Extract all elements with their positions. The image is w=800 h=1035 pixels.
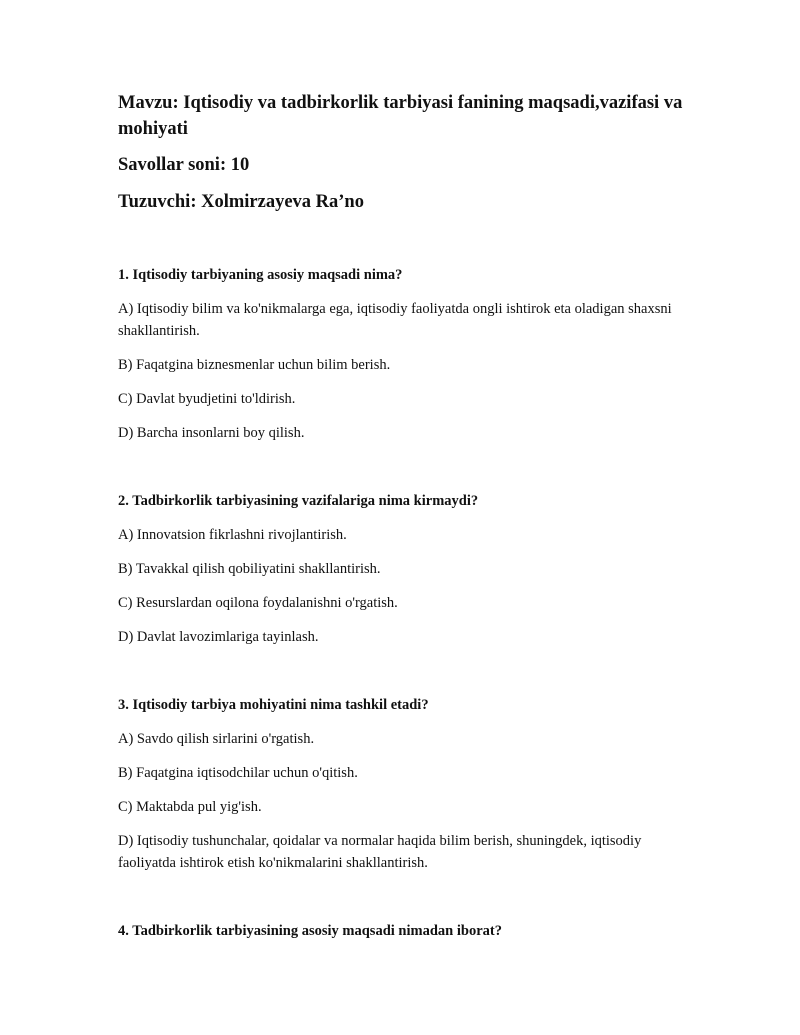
question-4-text: 4. Tadbirkorlik tarbiyasining asosiy maqsadi nimadan iborat? [118,923,502,939]
question-2-text: 2. Tadbirkorlik tarbiyasining vazifalariga nima kirmaydi? [118,493,479,509]
question-3-option-b: B) Faqatgina iqtisodchilar uchun o'qitish. [118,765,358,781]
question-2-option-b: B) Tavakkal qilish qobiliyatini shakllantirish. [118,561,381,577]
question-block-2 [118,491,698,648]
question-block-3 [118,695,698,874]
question-2-option-c: C) Resurslardan oqilona foydalanishni o'rgatish. [118,595,398,611]
question-3-option-c: C) Maktabda pul yig'ish. [118,799,262,815]
question-1-option-c: C) Davlat byudjetini to'ldirish. [118,391,296,407]
document-page [118,90,698,941]
question-block-1 [118,265,698,444]
question-1-option-b: B) Faqatgina biznesmenlar uchun bilim berish. [118,357,391,373]
question-3-option-a: A) Savdo qilish sirlarini o'rgatish. [118,731,315,747]
question-1-text: 1. Iqtisodiy tarbiyaning asosiy maqsadi nima? [118,267,403,283]
question-1-option-d: D) Barcha insonlarni boy qilish. [118,425,305,441]
author-line: Tuzuvchi: Xolmirzayeva Ra’no [118,192,364,212]
question-count: Savollar soni: 10 [118,155,250,175]
question-2-option-a: A) Innovatsion fikrlashni rivojlantirish. [118,527,347,543]
question-3-option-d: D) Iqtisodiy tushunchalar, qoidalar va normalar haqida bilim berish, shuningdek, iqtisodiy faoliyatda ishtirok etish ko'nikmalarini shakllantirish. [118,833,642,871]
question-2-option-d: D) Davlat lavozimlariga tayinlash. [118,629,319,645]
question-block-4 [118,921,698,941]
question-1-option-a: A) Iqtisodiy bilim va ko'nikmalarga ega, iqtisodiy faoliyatda ongli ishtirok eta oladigan shaxsni shakllantirish. [118,301,672,339]
question-3-text: 3. Iqtisodiy tarbiya mohiyatini nima tashkil etadi? [118,697,429,713]
document-title: Mavzu: Iqtisodiy va tadbirkorlik tarbiyasi fanining maqsadi,vazifasi va mohiyati [118,93,683,139]
